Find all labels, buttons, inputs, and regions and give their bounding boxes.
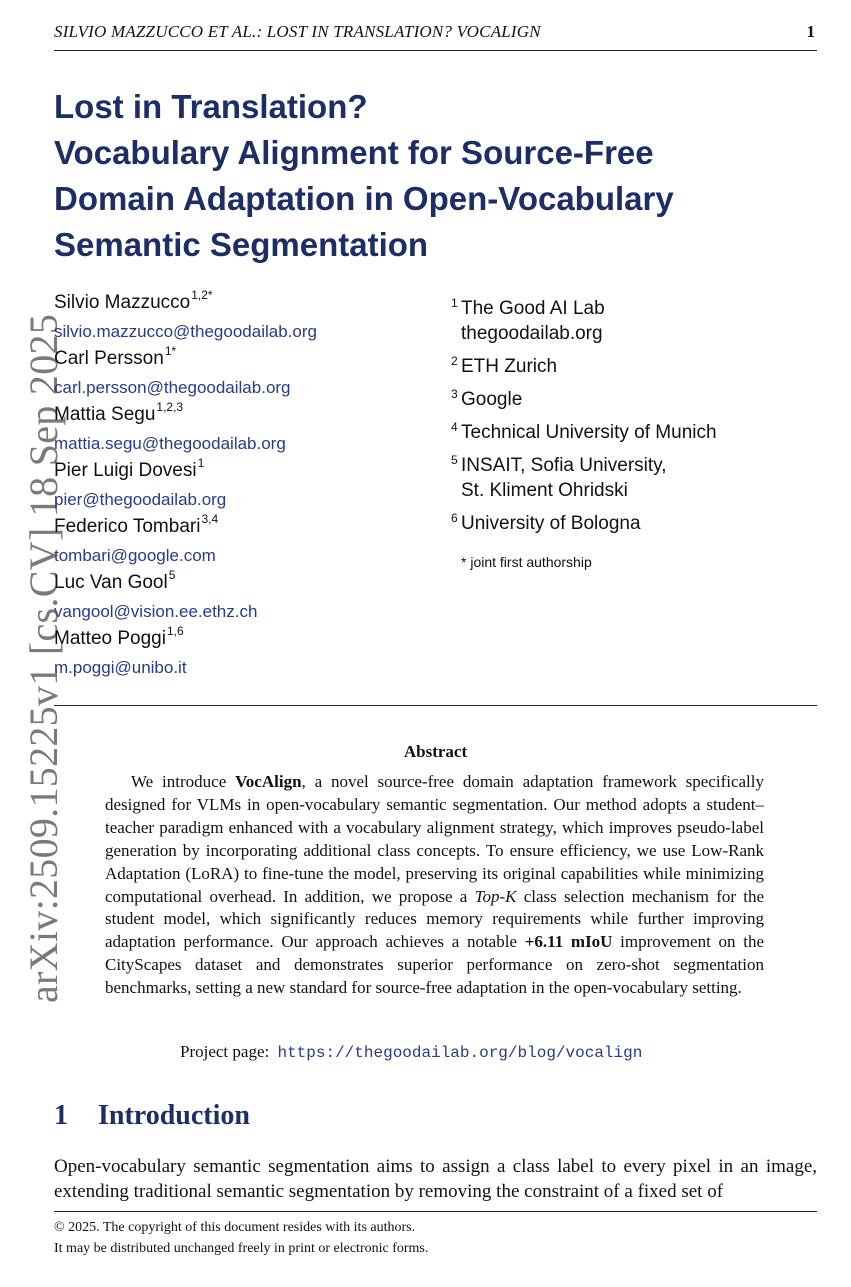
affiliation-number: 1 <box>451 296 458 310</box>
author-email-link[interactable]: tombari@google.com <box>54 546 216 565</box>
author-name: Federico Tombari$^{3,4}$ <box>54 512 219 537</box>
running-header <box>54 22 817 51</box>
title-line: Semantic Segmentation <box>54 226 429 263</box>
affiliation-number: 4 <box>451 420 458 434</box>
affiliation-entry <box>451 453 821 503</box>
topk-term: Top-K <box>474 886 517 906</box>
arxiv-identifier-stamp: arXiv:2509.15225v1 [cs.CV] 18 Sep 2025 <box>21 313 66 1003</box>
paper-title <box>54 84 814 268</box>
author-entry <box>54 344 424 404</box>
affiliation-name: Technical University of Munich <box>461 422 717 443</box>
copyright-line: © 2025. The copyright of this document resides with its authors. <box>54 1220 416 1235</box>
affiliation-number: 6 <box>451 511 458 525</box>
author-entry <box>54 400 424 460</box>
author-name: Luc Van Gool$^5$ <box>54 568 176 593</box>
section-divider <box>54 705 817 706</box>
affiliation-number: 3 <box>451 387 458 401</box>
author-affiliation-marks: 1,6 <box>166 624 184 638</box>
author-email-link[interactable]: mattia.segu@thegoodailab.org <box>54 434 286 453</box>
author-entry <box>54 624 424 684</box>
author-list <box>54 288 424 684</box>
affiliation-detail: thegoodailab.org <box>461 323 603 344</box>
affiliation-detail: St. Kliment Ohridski <box>461 480 628 501</box>
affiliation-entry <box>451 420 821 445</box>
running-title: SILVIO MAZZUCCO ET AL.: LOST IN TRANSLATION? VOCALIGN <box>54 22 541 41</box>
copyright-footer <box>54 1217 428 1259</box>
abstract-heading: Abstract <box>403 742 468 761</box>
author-email-link[interactable]: silvio.mazzucco@thegoodailab.org <box>54 322 317 341</box>
section-number: 1 <box>54 1100 68 1131</box>
author-email-link[interactable]: m.poggi@unibo.it <box>54 658 187 677</box>
method-name: VocAlign <box>235 772 302 791</box>
affiliation-name: INSAIT, Sofia University, <box>461 455 667 476</box>
project-page-label: Project page: <box>180 1042 270 1061</box>
author-entry <box>54 456 424 516</box>
affiliation-name: The Good AI Lab <box>461 298 605 319</box>
affiliation-entry <box>451 354 821 379</box>
project-page <box>180 1042 642 1062</box>
author-name: Mattia Segu$^{1,2,3}$ <box>54 400 184 425</box>
author-name: Pier Luigi Dovesi$^1$ <box>54 456 205 481</box>
page-number: 1 <box>806 22 815 41</box>
author-email-link[interactable]: pier@thegoodailab.org <box>54 490 227 509</box>
joint-authorship-note: * joint first authorship <box>461 554 592 570</box>
author-name: Matteo Poggi$^{1,6}$ <box>54 624 184 649</box>
author-affiliation-marks: 1* <box>164 344 177 358</box>
section-heading <box>54 1100 250 1132</box>
distribution-line: It may be distributed unchanged freely in print or electronic forms. <box>54 1241 429 1256</box>
author-name: Silvio Mazzucco$^{1,2*}$ <box>54 288 213 313</box>
affiliation-list <box>451 296 821 544</box>
abstract-text: We introduce VocAlign, a novel source-free domain adaptation framework specifically designed for VLMs in open-vocabulary semantic segmentation. Our method adopts a student–teacher paradigm enhanced with a vocabulary alignment strategy, which improves pseudo-label generation by incorporating additional class concepts. To ensure efficiency, we use Low-Rank Adaptation (LoRA) to fine-tune the model, preserving its original capabilities while minimizing computational overhead. In addition, we propose a Top-K class selection mechanism for the student model, which significantly reduces memory requirements while further improving adaptation performance. Our approach achieves a notable +6.11 mIoU improvement on the CityScapes dataset and demonstrates superior performance on zero-shot segmentation benchmarks, setting a new standard for source-free adaptation in the open-vocabulary setting. <box>105 772 764 998</box>
title-line: Domain Adaptation in Open-Vocabulary <box>54 180 674 217</box>
affiliation-entry <box>451 296 821 346</box>
author-name: Carl Persson$^{1*}$ <box>54 344 177 369</box>
author-affiliation-marks: 1,2* <box>191 288 213 302</box>
author-affiliation-marks: 1,2,3 <box>156 400 184 414</box>
section-title: Introduction <box>98 1100 250 1131</box>
affiliation-name: University of Bologna <box>461 513 641 534</box>
title-line: Lost in Translation? <box>54 88 368 125</box>
author-affiliation-marks: 1 <box>197 456 205 470</box>
affiliation-name: Google <box>461 389 523 410</box>
affiliation-name: ETH Zurich <box>461 356 558 377</box>
author-affiliation-marks: 5 <box>168 568 176 582</box>
affiliation-entry <box>451 387 821 412</box>
author-email-link[interactable]: carl.persson@thegoodailab.org <box>54 378 291 397</box>
author-entry <box>54 288 424 348</box>
introduction-paragraph: Open-vocabulary semantic segmentation aims to assign a class label to every pixel in an image, extending traditional semantic segmentation by removing the constraint of a fixed set of <box>54 1156 817 1202</box>
affiliation-number: 2 <box>451 354 458 368</box>
affiliation-number: 5 <box>451 453 458 467</box>
author-affiliation-marks: 3,4 <box>201 512 219 526</box>
author-email-link[interactable]: vangool@vision.ee.ethz.ch <box>54 602 258 621</box>
author-entry <box>54 568 424 628</box>
affiliation-entry <box>451 511 821 536</box>
miou-gain: +6.11 mIoU <box>524 932 613 952</box>
project-page-link[interactable]: https://thegoodailab.org/blog/vocalign <box>277 1044 643 1062</box>
footer-divider <box>54 1211 817 1212</box>
author-entry <box>54 512 424 572</box>
title-line: Vocabulary Alignment for Source-Free <box>54 134 654 171</box>
